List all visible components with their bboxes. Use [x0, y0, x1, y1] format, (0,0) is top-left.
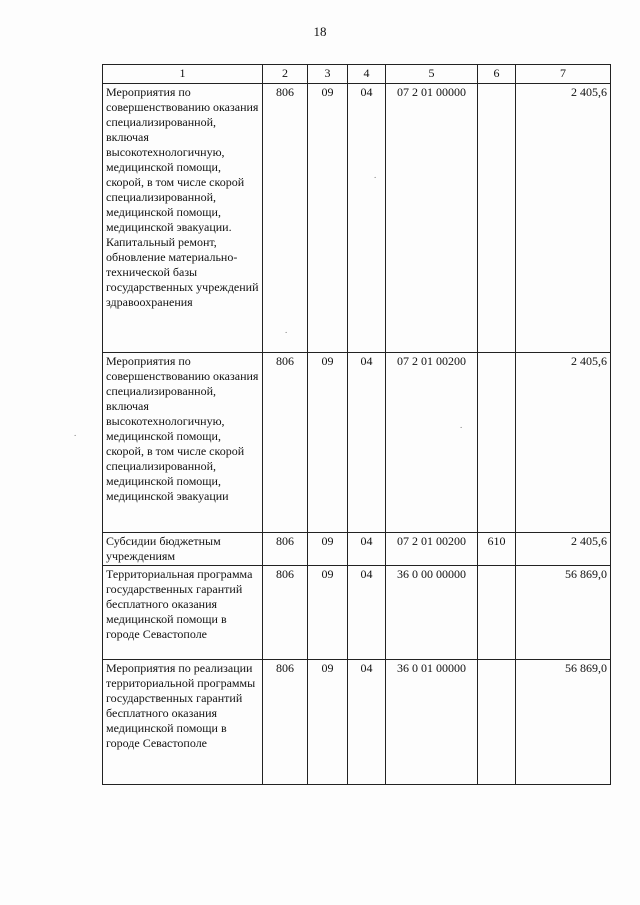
cell-col7: 56 869,0 [516, 660, 611, 785]
cell-col7: 2 405,6 [516, 533, 611, 566]
column-header: 4 [348, 65, 386, 84]
cell-col3: 09 [308, 660, 348, 785]
cell-col3: 09 [308, 84, 348, 353]
scan-speck: . [374, 170, 377, 180]
budget-table [102, 64, 611, 785]
cell-col5: 07 2 01 00200 [386, 353, 478, 533]
cell-col6 [478, 566, 516, 660]
table-row [103, 660, 611, 785]
table-row [103, 353, 611, 533]
table-row [103, 533, 611, 566]
row-name-cell: Мероприятия по реализации территориальной программы государственных гарантий бесплатного оказания медицинской помощи в городе Севастополе [103, 660, 263, 785]
column-header: 1 [103, 65, 263, 84]
cell-col7: 2 405,6 [516, 84, 611, 353]
row-name-cell: Территориальная программа государственных гарантий бесплатного оказания медицинской помощи в городе Севастополе [103, 566, 263, 660]
cell-col5: 07 2 01 00200 [386, 533, 478, 566]
cell-col5: 07 2 01 00000 [386, 84, 478, 353]
cell-col6 [478, 84, 516, 353]
cell-col5: 36 0 00 00000 [386, 566, 478, 660]
table-row [103, 84, 611, 353]
cell-col4: 04 [348, 533, 386, 566]
cell-col6 [478, 660, 516, 785]
cell-col2: 806 [263, 533, 308, 566]
row-name-cell: Мероприятия по совершенствованию оказания специализированной, включая высокотехнологичную, медицинской помощи, скорой, в том числе скорой специализированной, медицинской помощи, медицинской эвакуации. Капитальный ремонт, обновление материально-технической базы государственных учреждений здравоохранения [103, 84, 263, 353]
cell-col3: 09 [308, 533, 348, 566]
cell-col6 [478, 353, 516, 533]
cell-col4: 04 [348, 84, 386, 353]
cell-col2: 806 [263, 566, 308, 660]
cell-col2: 806 [263, 84, 308, 353]
cell-col2: 806 [263, 660, 308, 785]
cell-col3: 09 [308, 566, 348, 660]
scan-speck: . [460, 420, 463, 430]
cell-col3: 09 [308, 353, 348, 533]
cell-col7: 56 869,0 [516, 566, 611, 660]
cell-col5: 36 0 01 00000 [386, 660, 478, 785]
cell-col2: 806 [263, 353, 308, 533]
cell-col4: 04 [348, 353, 386, 533]
page-number: 18 [313, 24, 327, 39]
cell-col4: 04 [348, 660, 386, 785]
table-row [103, 566, 611, 660]
column-header: 6 [478, 65, 516, 84]
scan-speck: . [74, 428, 77, 438]
row-name-cell: Мероприятия по совершенствованию оказания специализированной, включая высокотехнологичную, медицинской помощи, скорой, в том числе скорой специализированной, медицинской помощи, медицинской эвакуации [103, 353, 263, 533]
column-header: 2 [263, 65, 308, 84]
cell-col7: 2 405,6 [516, 353, 611, 533]
row-name-cell: Субсидии бюджетным учреждениям [103, 533, 263, 566]
column-header: 5 [386, 65, 478, 84]
column-header: 7 [516, 65, 611, 84]
cell-col4: 04 [348, 566, 386, 660]
cell-col6: 610 [478, 533, 516, 566]
header-row [103, 65, 611, 84]
column-header: 3 [308, 65, 348, 84]
scan-speck: . [285, 325, 288, 335]
